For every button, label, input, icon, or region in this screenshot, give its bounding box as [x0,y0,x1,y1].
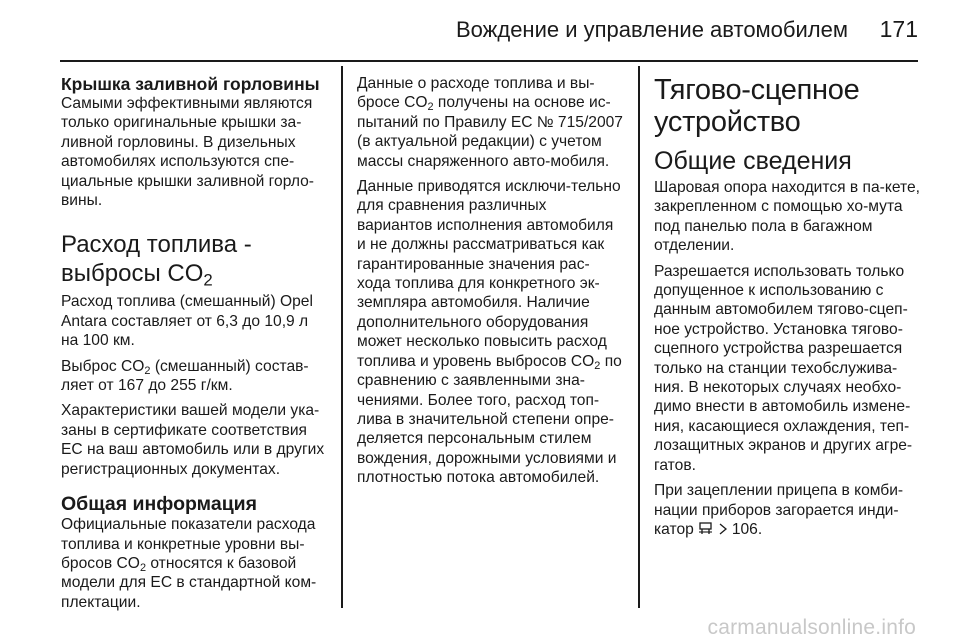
consumption-p2: Выброс $CO_2$ (смешанный) состав-ляет от 167 до 255 г/км. [61,357,309,395]
header-title: Вождение и управление автомобилем [455,17,848,42]
emissions-p1: Данные о расходе топлива и вы-бросе $CO_2$ получены на основе ис-пытаний по Правилу ЕС № 715/2007 (в актуальной редакции) с учетом массы снаряженного авто-мобиля. [357,75,623,170]
consumption-p1: Расход топлива (смешанный) Opel Antara составляет от 6,3 до 10,9 л на 100 км. [61,293,313,350]
page-header [0,0,960,62]
general-heading: Общие сведения [654,147,852,175]
column-1 [61,74,327,618]
column-divider-2 [638,66,640,608]
column-3 [654,74,924,547]
towing-p2: Разрешается использовать только допущенное к использованию с данным автомобилем тягово-сцеп-ное устройство. Установка тягово-сцепного устройства разрешается только на станции техобслужива-ния. В некоторых случаях необхо-димо внести в автомобиль измене-ния, касающиеся охлаждения, теп-лозащитных экранов и других агре-гатов. [654,262,913,474]
towing-p3: При зацеплении прицепа в комби-нации приборов загорается инди-катор 106. [654,481,924,541]
watermark: carmanualsonline.info [707,616,916,639]
page-reference-arrow-icon[interactable] [718,522,728,541]
general-info-p1: Официальные показатели расхода топлива и конкретные уровни вы-бросов $CO_2$ относятся к базовой модели для ЕС в стандартной ком-плектации. [61,516,317,611]
fuel-cap-text: Самыми эффективными являются только оригинальные крышки за-ливной горловины. В дизельных автомобилях используются спе-циальные крышки заливной горло-вины. [61,95,314,210]
consumption-p3: Характеристики вашей модели ука-заны в сертификате соответствия ЕС на ваш автомобиль или в других регистрационных документах. [61,402,325,478]
page-number: 171 [879,16,918,42]
header-divider [60,60,918,62]
emissions-p2: Данные приводятся исключи-тельно для сравнения различных вариантов исполнения автомобиля и не должны рассматриваться как гарантированные значения рас-хода топлива для конкретного эк-земпляра автомобиля. Наличие дополнительного оборудования может несколько повысить расход топлива и уровень выбросов $CO_2$ по сравнению с заявленными зна-чениями. Более того, расход топ-лива в значительной степени опре-деляется персональным стилем вождения, дорожными условиями и плотностью потока автомобилей. [357,178,622,487]
column-divider-1 [341,66,343,608]
consumption-heading: Расход топлива - выбросы $CO_2$ [61,231,252,291]
fuel-cap-heading: Крышка заливной горловины [61,74,320,94]
towing-p1: Шаровая опора находится в па-кете, закрепленном с помощью хо-мута под панелью пола в багажном отделении. [654,179,920,255]
general-info-heading: Общая информация [61,493,258,516]
towing-heading: Тягово-сцепное устройство [654,74,860,138]
page-reference[interactable]: 106. [727,520,763,538]
trailer-indicator-icon [698,521,713,541]
column-2 [357,74,623,494]
